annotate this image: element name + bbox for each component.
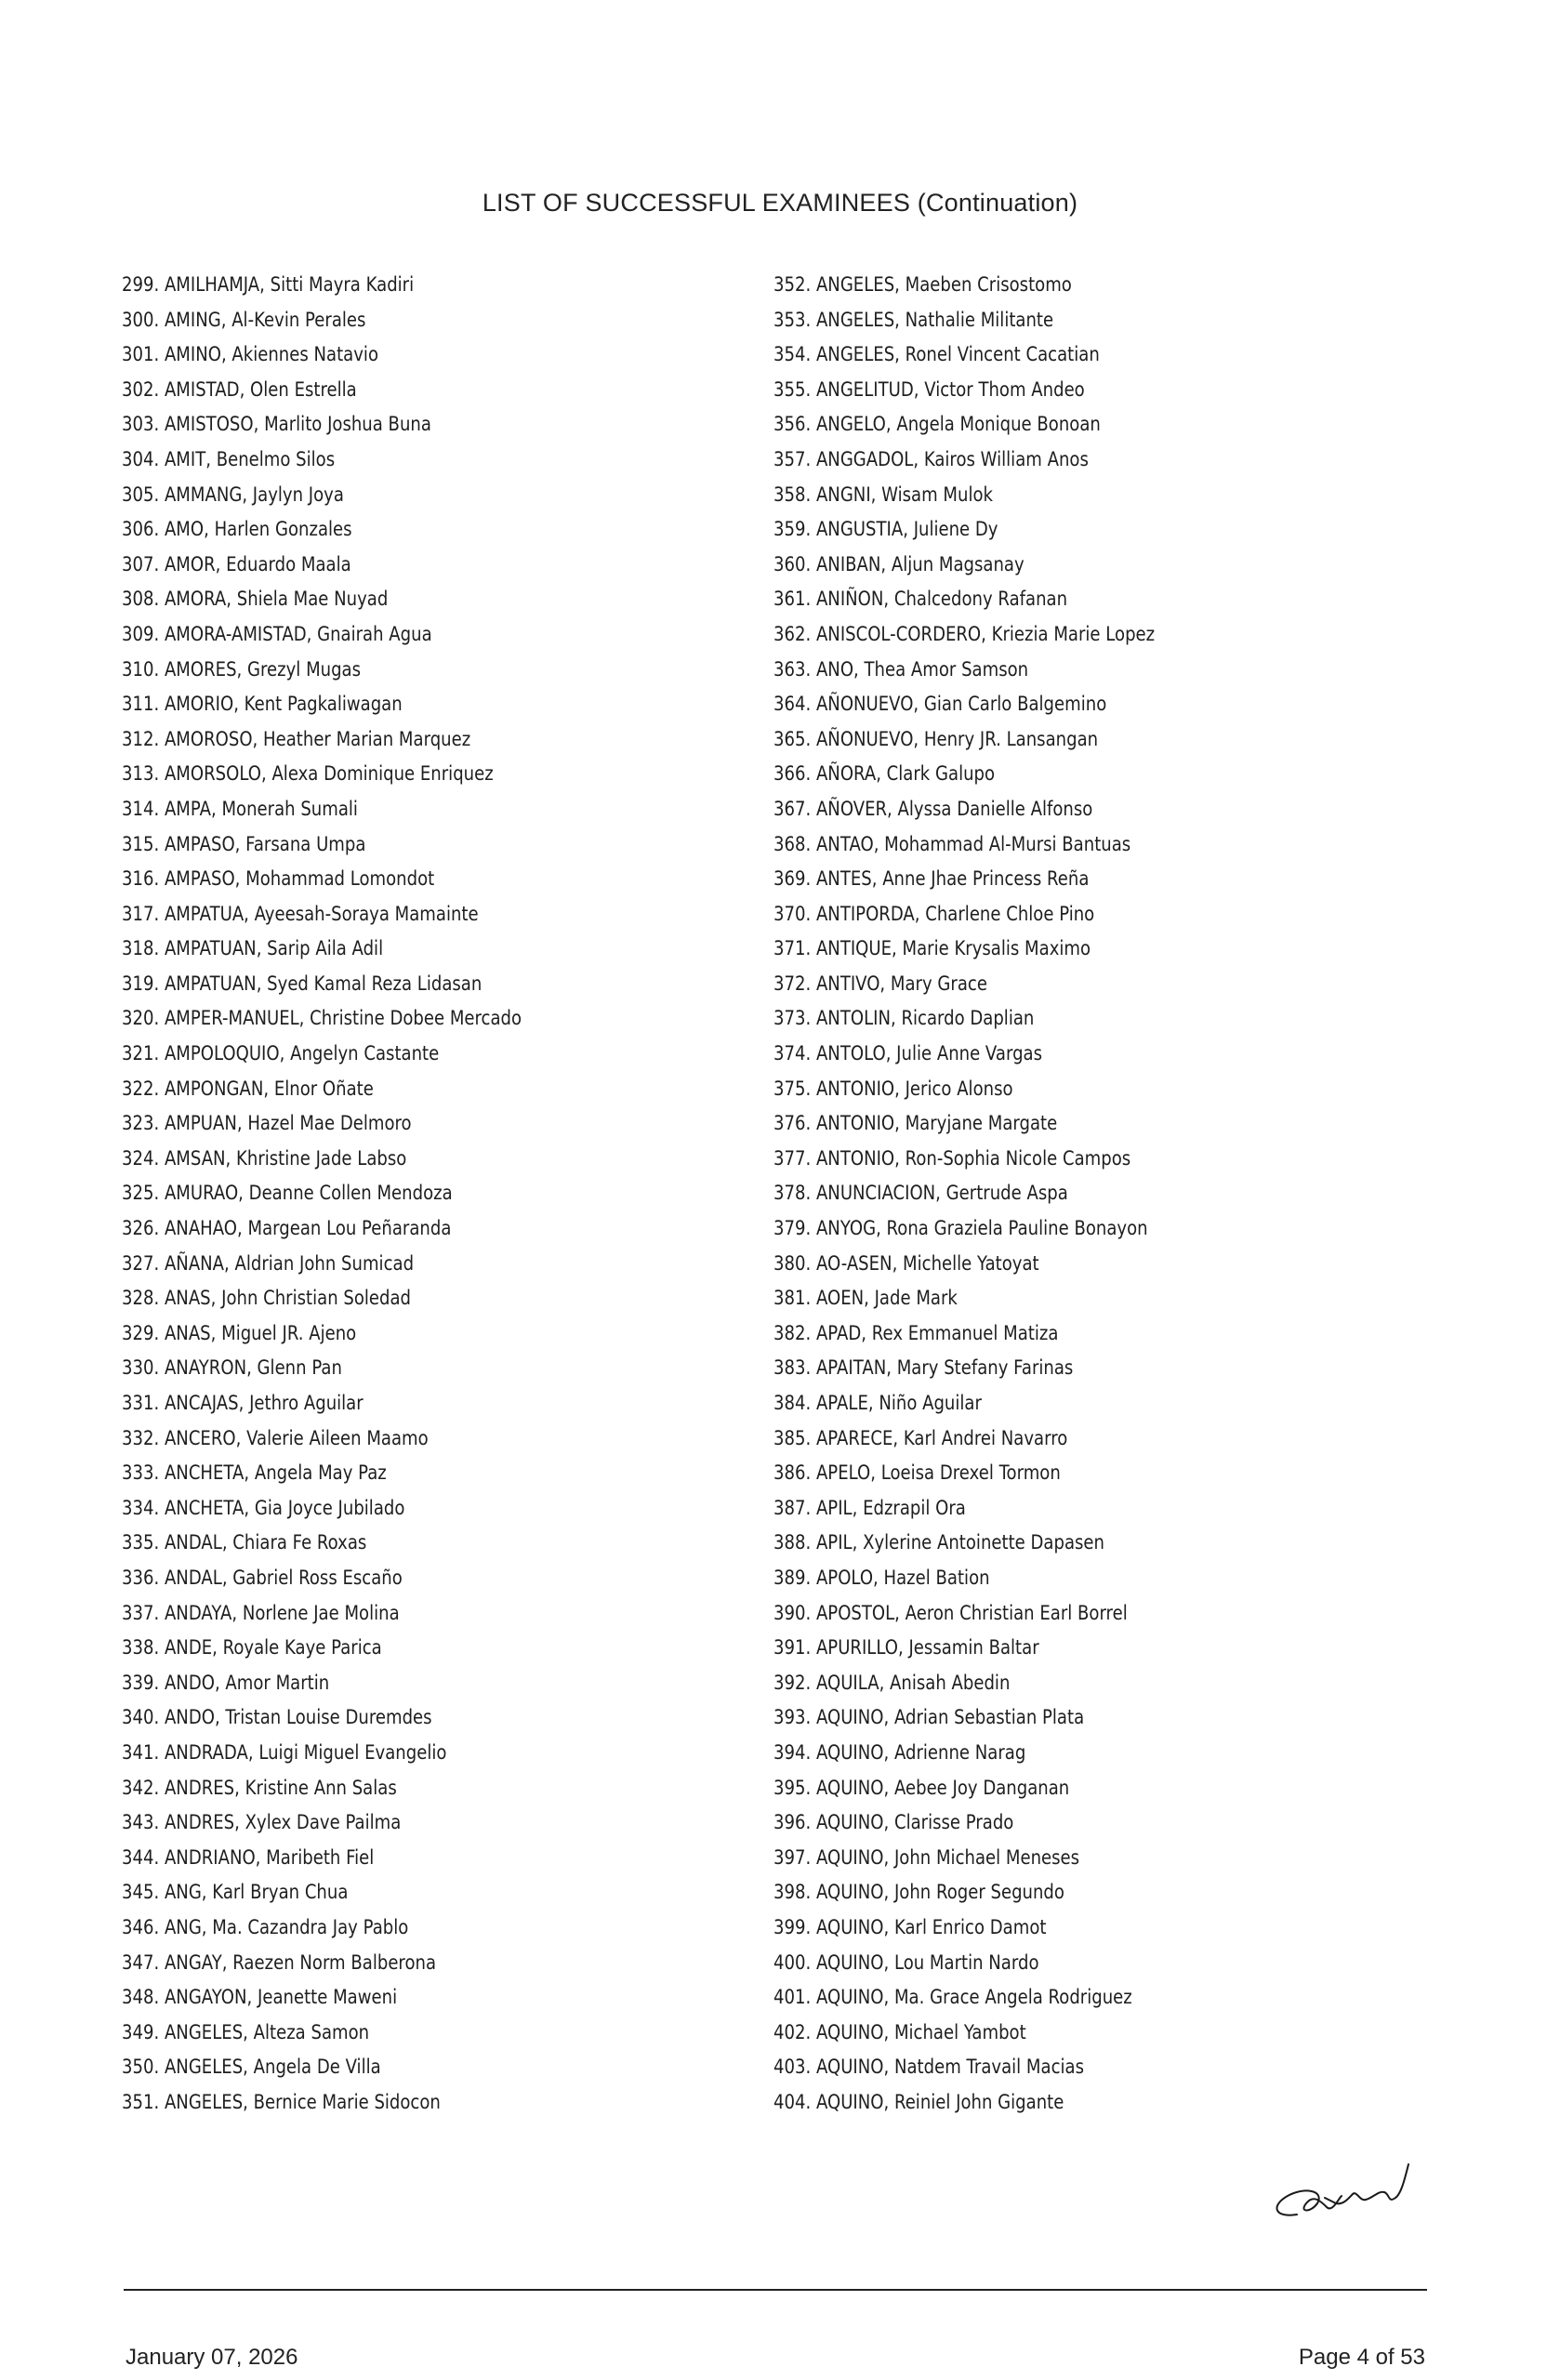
examinee-entry: 374. ANTOLO, Julie Anne Vargas — [773, 1042, 1043, 1065]
examinee-entry: 301. AMINO, Akiennes Natavio — [122, 343, 379, 366]
examinee-entry: 390. APOSTOL, Aeron Christian Earl Borrel — [773, 1601, 1128, 1624]
examinee-entry: 341. ANDRADA, Luigi Miguel Evangelio — [122, 1740, 447, 1764]
examinee-entry: 315. AMPASO, Farsana Umpa — [122, 832, 366, 855]
examinee-list-right — [773, 268, 1217, 2120]
examinee-entry: 394. AQUINO, Adrienne Narag — [773, 1740, 1026, 1764]
examinee-entry: 387. APIL, Edzrapil Ora — [773, 1496, 966, 1519]
examinee-entry: 305. AMMANG, Jaylyn Joya — [122, 483, 344, 506]
examinee-entry: 318. AMPATUAN, Sarip Aila Adil — [122, 937, 384, 960]
examinee-entry: 324. AMSAN, Khristine Jade Labso — [122, 1146, 407, 1170]
examinee-entry: 347. ANGAY, Raezen Norm Balberona — [122, 1950, 437, 1974]
examinee-entry: 382. APAD, Rex Emmanuel Matiza — [773, 1321, 1059, 1344]
examinee-entry: 334. ANCHETA, Gia Joyce Jubilado — [122, 1496, 405, 1519]
examinee-entry: 367. AÑOVER, Alyssa Danielle Alfonso — [773, 797, 1093, 820]
examinee-entry: 357. ANGGADOL, Kairos William Anos — [773, 447, 1089, 470]
examinee-entry: 388. APIL, Xylerine Antoinette Dapasen — [773, 1531, 1104, 1554]
examinee-entry: 309. AMORA-AMISTAD, Gnairah Agua — [122, 622, 432, 645]
examinee-entry: 401. AQUINO, Ma. Grace Angela Rodriguez — [773, 1986, 1132, 2009]
examinee-entry: 343. ANDRES, Xylex Dave Pailma — [122, 1811, 402, 1834]
examinee-entry: 365. AÑONUEVO, Henry JR. Lansangan — [773, 727, 1099, 750]
examinee-entry: 386. APELO, Loeisa Drexel Tormon — [773, 1461, 1061, 1485]
examinee-entry: 352. ANGELES, Maeben Crisostomo — [773, 273, 1072, 296]
examinee-entry: 383. APAITAN, Mary Stefany Farinas — [773, 1356, 1074, 1380]
examinee-entry: 348. ANGAYON, Jeanette Maweni — [122, 1986, 398, 2009]
examinee-entry: 370. ANTIPORDA, Charlene Chloe Pino — [773, 902, 1095, 925]
examinee-entry: 395. AQUINO, Aebee Joy Danganan — [773, 1776, 1070, 1799]
examinee-entry: 366. AÑORA, Clark Galupo — [773, 762, 996, 786]
examinee-entry: 350. ANGELES, Angela De Villa — [122, 2056, 381, 2079]
examinee-entry: 402. AQUINO, Michael Yambot — [773, 2020, 1026, 2043]
examinee-entry: 355. ANGELITUD, Victor Thom Andeo — [773, 377, 1085, 401]
examinee-entry: 321. AMPOLOQUIO, Angelyn Castante — [122, 1042, 440, 1065]
examinee-entry: 302. AMISTAD, Olen Estrella — [122, 377, 357, 401]
examinee-entry: 319. AMPATUAN, Syed Kamal Reza Lidasan — [122, 972, 483, 995]
examinee-entry: 360. ANIBAN, Aljun Magsanay — [773, 552, 1025, 575]
examinee-entry: 361. ANIÑON, Chalcedony Rafanan — [773, 588, 1068, 611]
examinee-entry: 369. ANTES, Anne Jhae Princess Reña — [773, 867, 1090, 891]
examinee-entry: 311. AMORIO, Kent Pagkaliwagan — [122, 693, 403, 716]
examinee-entry: 380. AO-ASEN, Michelle Yatoyat — [773, 1251, 1039, 1275]
examinee-entry: 317. AMPATUA, Ayeesah-Soraya Mamainte — [122, 902, 479, 925]
examinee-entry: 353. ANGELES, Nathalie Militante — [773, 308, 1054, 331]
examinee-entry: 372. ANTIVO, Mary Grace — [773, 972, 987, 995]
examinee-entry: 356. ANGELO, Angela Monique Bonoan — [773, 413, 1101, 436]
page-number: Page 4 of 53 — [1298, 2345, 1425, 2370]
signature-icon — [1260, 2157, 1436, 2231]
examinee-entry: 331. ANCAJAS, Jethro Aguilar — [122, 1392, 364, 1414]
examinee-entry: 332. ANCERO, Valerie Aileen Maamo — [122, 1426, 429, 1449]
examinee-entry: 375. ANTONIO, Jerico Alonso — [773, 1077, 1013, 1100]
footer-divider — [124, 2289, 1427, 2291]
examinee-entry: 316. AMPASO, Mohammad Lomondot — [122, 867, 435, 891]
examinee-entry: 320. AMPER-MANUEL, Christine Dobee Mercado — [122, 1007, 522, 1030]
examinee-entry: 398. AQUINO, John Roger Segundo — [773, 1881, 1064, 1904]
examinee-entry: 335. ANDAL, Chiara Fe Roxas — [122, 1531, 367, 1554]
examinee-entry: 396. AQUINO, Clarisse Prado — [773, 1811, 1014, 1834]
examinee-entry: 403. AQUINO, Natdem Travail Macias — [773, 2056, 1085, 2079]
examinee-entry: 389. APOLO, Hazel Bation — [773, 1566, 990, 1589]
examinee-entry: 336. ANDAL, Gabriel Ross Escaño — [122, 1566, 403, 1589]
examinee-entry: 310. AMORES, Grezyl Mugas — [122, 657, 362, 681]
examinee-entry: 362. ANISCOL-CORDERO, Kriezia Marie Lopez — [773, 622, 1156, 645]
examinee-entry: 314. AMPA, Monerah Sumali — [122, 797, 358, 820]
examinee-entry: 307. AMOR, Eduardo Maala — [122, 552, 351, 575]
examinee-entry: 371. ANTIQUE, Marie Krysalis Maximo — [773, 937, 1091, 960]
examinee-entry: 354. ANGELES, Ronel Vincent Cacatian — [773, 343, 1100, 366]
examinee-entry: 397. AQUINO, John Michael Meneses — [773, 1845, 1080, 1869]
examinee-entry: 344. ANDRIANO, Maribeth Fiel — [122, 1845, 375, 1869]
examinee-entry: 304. AMIT, Benelmo Silos — [122, 447, 336, 470]
examinee-entry: 373. ANTOLIN, Ricardo Daplian — [773, 1007, 1035, 1030]
examinee-entry: 358. ANGNI, Wisam Mulok — [773, 483, 993, 506]
examinee-entry: 328. ANAS, John Christian Soledad — [122, 1287, 412, 1310]
examinee-entry: 384. APALE, Niño Aguilar — [773, 1392, 982, 1414]
footer-date: January 07, 2026 — [126, 2345, 298, 2370]
examinee-entry: 333. ANCHETA, Angela May Paz — [122, 1461, 387, 1485]
examinee-entry: 340. ANDO, Tristan Louise Duremdes — [122, 1706, 432, 1729]
examinee-entry: 359. ANGUSTIA, Juliene Dy — [773, 518, 998, 541]
examinee-entry: 377. ANTONIO, Ron-Sophia Nicole Campos — [773, 1146, 1131, 1170]
examinee-entry: 385. APARECE, Karl Andrei Navarro — [773, 1426, 1068, 1449]
examinee-entry: 312. AMOROSO, Heather Marian Marquez — [122, 727, 471, 750]
examinee-entry: 325. AMURAO, Deanne Collen Mendoza — [122, 1182, 453, 1205]
examinee-entry: 399. AQUINO, Karl Enrico Damot — [773, 1915, 1047, 1938]
page-title: LIST OF SUCCESSFUL EXAMINEES (Continuation) — [482, 189, 1078, 217]
examinee-entry: 392. AQUILA, Anisah Abedin — [773, 1671, 1011, 1694]
examinee-entry: 381. AOEN, Jade Mark — [773, 1287, 958, 1310]
examinee-entry: 299. AMILHAMJA, Sitti Mayra Kadiri — [122, 273, 415, 296]
examinee-entry: 308. AMORA, Shiela Mae Nuyad — [122, 588, 389, 611]
examinee-entry: 346. ANG, Ma. Cazandra Jay Pablo — [122, 1915, 409, 1938]
examinee-entry: 329. ANAS, Miguel JR. Ajeno — [122, 1321, 357, 1344]
examinee-list-left — [122, 268, 587, 2120]
examinee-entry: 349. ANGELES, Alteza Samon — [122, 2020, 370, 2043]
examinee-entry: 378. ANUNCIACION, Gertrude Aspa — [773, 1182, 1068, 1205]
examinee-entry: 327. AÑANA, Aldrian John Sumicad — [122, 1251, 415, 1275]
examinee-entry: 300. AMING, Al-Kevin Perales — [122, 308, 366, 331]
examinee-entry: 338. ANDE, Royale Kaye Parica — [122, 1636, 382, 1659]
examinee-entry: 391. APURILLO, Jessamin Baltar — [773, 1636, 1039, 1659]
examinee-entry: 326. ANAHAO, Margean Lou Peñaranda — [122, 1217, 452, 1240]
examinee-entry: 339. ANDO, Amor Martin — [122, 1671, 330, 1694]
examinee-entry: 400. AQUINO, Lou Martin Nardo — [773, 1950, 1039, 1974]
examinee-entry: 364. AÑONUEVO, Gian Carlo Balgemino — [773, 693, 1107, 716]
examinee-entry: 313. AMORSOLO, Alexa Dominique Enriquez — [122, 762, 494, 786]
examinee-entry: 323. AMPUAN, Hazel Mae Delmoro — [122, 1112, 412, 1135]
examinee-entry: 345. ANG, Karl Bryan Chua — [122, 1881, 349, 1904]
examinee-entry: 330. ANAYRON, Glenn Pan — [122, 1356, 342, 1380]
examinee-entry: 393. AQUINO, Adrian Sebastian Plata — [773, 1706, 1085, 1729]
examinee-entry: 376. ANTONIO, Maryjane Margate — [773, 1112, 1058, 1135]
examinee-entry: 379. ANYOG, Rona Graziela Pauline Bonayon — [773, 1217, 1148, 1240]
examinee-entry: 322. AMPONGAN, Elnor Oñate — [122, 1077, 374, 1100]
examinee-entry: 368. ANTAO, Mohammad Al-Mursi Bantuas — [773, 832, 1131, 855]
examinee-entry: 306. AMO, Harlen Gonzales — [122, 518, 352, 541]
examinee-entry: 351. ANGELES, Bernice Marie Sidocon — [122, 2090, 441, 2113]
examinee-entry: 342. ANDRES, Kristine Ann Salas — [122, 1776, 397, 1799]
examinee-entry: 363. ANO, Thea Amor Samson — [773, 657, 1029, 681]
examinee-entry: 303. AMISTOSO, Marlito Joshua Buna — [122, 413, 431, 436]
examinee-entry: 337. ANDAYA, Norlene Jae Molina — [122, 1601, 400, 1624]
examinee-entry: 404. AQUINO, Reiniel John Gigante — [773, 2090, 1064, 2113]
